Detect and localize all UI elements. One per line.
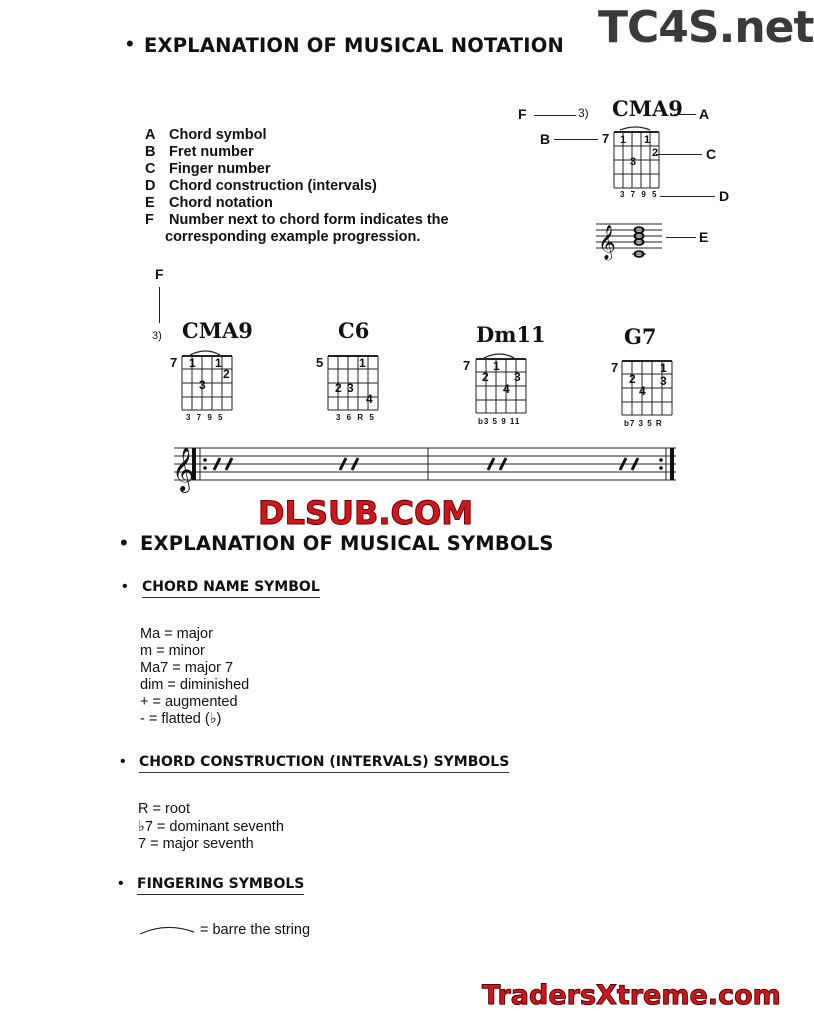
watermark-dlsub: DLSUB.COM [258, 494, 474, 532]
progression-number: 3) [152, 330, 162, 342]
legend-item-d: D Chord construction (intervals) [145, 178, 377, 194]
rhythm-staff [168, 440, 680, 496]
svg-text:2: 2 [629, 372, 636, 386]
legend-item-b: B Fret number [145, 144, 254, 160]
svg-text:4: 4 [639, 384, 646, 398]
legend-item-f-continued: corresponding example progression. [165, 229, 421, 245]
svg-text:3: 3 [660, 374, 667, 388]
definition-item: m = minor [140, 643, 205, 659]
section-title-symbols: EXPLANATION OF MUSICAL SYMBOLS [140, 532, 554, 555]
svg-text:2: 2 [652, 147, 659, 159]
bullet: • [118, 875, 124, 892]
chord-intervals: b7 3 5 R [624, 419, 663, 428]
definition-item: 7 = major seventh [138, 836, 254, 852]
example-fretboard [612, 128, 662, 192]
svg-text:3: 3 [347, 381, 354, 395]
chord-diagram [326, 352, 382, 414]
svg-text:3: 3 [514, 370, 521, 384]
legend-item-a: A Chord symbol [145, 127, 267, 143]
leader-line-c [656, 154, 702, 155]
example-fret-number: 7 [602, 131, 610, 146]
example-chord-symbol: CMA9 [612, 96, 683, 121]
svg-text:1: 1 [215, 356, 222, 370]
svg-text:1: 1 [620, 134, 627, 146]
chord-intervals: 3 7 9 5 [186, 413, 225, 422]
definition-item: dim = diminished [140, 677, 250, 693]
fret-number: 7 [463, 358, 471, 373]
bullet: • [120, 530, 128, 555]
definition-item: ♭7 = dominant seventh [138, 819, 284, 835]
fret-number: 7 [611, 360, 619, 375]
definition-item: Ma = major [140, 626, 213, 642]
chord-intervals: b3 5 9 11 [478, 417, 521, 426]
bullet: • [120, 753, 126, 770]
fret-number: 5 [316, 355, 324, 370]
label-e: E [699, 229, 709, 245]
svg-text:2: 2 [482, 370, 489, 384]
chord-name: C6 [338, 318, 370, 343]
progression-marker: F [155, 266, 164, 282]
legend-item-f: F Number next to chord form indicates the [145, 212, 449, 228]
example-intervals: 3 7 9 5 [620, 190, 659, 199]
section-title-notation: EXPLANATION OF MUSICAL NOTATION [144, 34, 565, 57]
chord-intervals: 3 6 R 5 [336, 413, 376, 422]
chord-name: Dm11 [476, 322, 546, 347]
svg-text:1: 1 [660, 361, 667, 375]
svg-text:3: 3 [199, 378, 206, 392]
leader-line-e [666, 237, 696, 238]
subheading-construction-symbols: CHORD CONSTRUCTION (INTERVALS) SYMBOLS [139, 754, 509, 773]
definition-item: Ma7 = major 7 [140, 660, 234, 676]
label-a: A [699, 106, 710, 122]
chord-diagram [620, 357, 676, 419]
chord-diagram [474, 355, 530, 417]
subheading-chord-name-symbol: CHORD NAME SYMBOL [142, 579, 320, 598]
label-c: C [706, 146, 717, 162]
svg-text:2: 2 [223, 367, 230, 381]
subheading-fingering-symbols: FINGERING SYMBOLS [137, 876, 304, 895]
label-f: F [518, 106, 527, 122]
chord-diagram [180, 352, 236, 414]
svg-text:𝄞: 𝄞 [598, 226, 616, 259]
watermark-tc4s: TC4S.net [598, 2, 814, 53]
leader-line-a [674, 114, 696, 115]
label-b: B [540, 131, 551, 147]
leader-line-b [554, 139, 598, 140]
label-d: D [719, 188, 730, 204]
svg-text:1: 1 [359, 356, 366, 370]
barre-arc-icon [138, 922, 198, 938]
svg-text:4: 4 [503, 382, 510, 396]
fret-number: 7 [170, 355, 178, 370]
svg-text:1: 1 [189, 356, 196, 370]
progression-marker-line [159, 287, 160, 323]
example-staff-notation [596, 216, 666, 260]
definition-item: R = root [138, 801, 190, 817]
svg-text:2: 2 [335, 381, 342, 395]
leader-line-f [534, 115, 576, 116]
svg-text:3: 3 [630, 156, 637, 168]
leader-line-d [660, 196, 715, 197]
chord-name: CMA9 [182, 318, 253, 343]
svg-text:𝄞: 𝄞 [172, 449, 195, 491]
legend-item-e: E Chord notation [145, 195, 273, 211]
svg-text:1: 1 [493, 359, 500, 373]
svg-text:1: 1 [644, 134, 651, 146]
svg-text:4: 4 [366, 392, 373, 406]
definition-item: - = flatted (♭) [140, 711, 222, 727]
bullet: • [126, 31, 134, 56]
barre-definition: = barre the string [200, 922, 311, 938]
watermark-tradersxtreme: TradersXtreme.com [482, 980, 781, 1011]
chord-name: G7 [624, 324, 657, 349]
definition-item: + = augmented [140, 694, 238, 710]
legend-item-c: C Finger number [145, 161, 271, 177]
bullet: • [122, 578, 128, 595]
example-progression-number: 3) [578, 106, 589, 120]
